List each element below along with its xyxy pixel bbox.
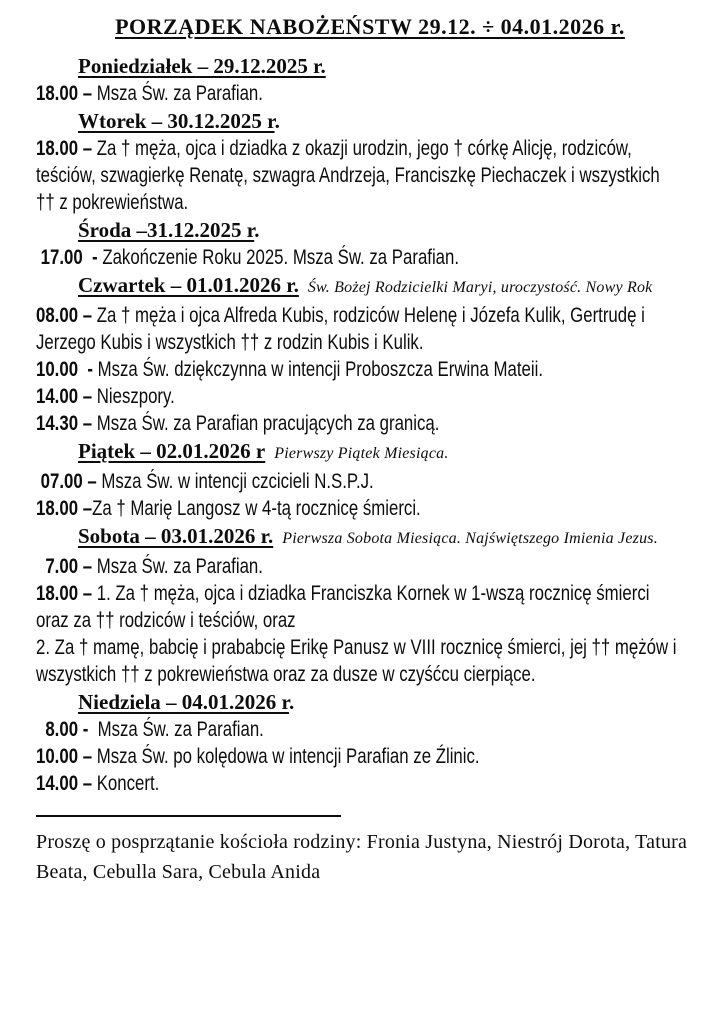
entry-time: 08.00 – [36,304,93,327]
entry-line: 18.00 – Msza Św. za Parafian. [36,82,263,105]
entry-line: 14.00 – Koncert. [36,772,160,795]
day-section [36,271,704,437]
day-header-label: Czwartek – 01.01.2026 r. [78,273,299,297]
mass-entry [36,80,704,107]
entry-line: 10.00 – Msza Św. po kolędowa w intencji Parafian ze Źlinic. [36,745,480,768]
day-section [36,52,704,107]
entry-time: 10.00 - [36,358,93,381]
day-header-label: Piątek – 02.01.2026 r [78,439,266,463]
day-header-label: Sobota – 03.01.2026 r. [78,524,274,548]
day-header-tail: . [288,690,295,714]
day-header [36,52,704,80]
mass-entry [36,135,704,216]
entry-line: wszystkich †† z pokrewieństwa oraz za dusze w czyśćcu cierpiące. [36,663,536,686]
entry-line: 14.30 – Msza Św. za Parafian pracujących za granicą. [36,412,440,435]
entry-time: 14.00 – [36,772,93,795]
entry-time: 10.00 – [36,745,93,768]
mass-entry [36,743,704,770]
day-note: Św. Bożej Rodzicielki Maryi, uroczystość. Nowy Rok [307,279,653,296]
day-header-label: Niedziela – 04.01.2026 r [78,690,289,714]
entry-time: 18.00 – [36,582,93,605]
mass-entry [36,580,704,688]
page-title: PORZĄDEK NABOŻEŃSTW 29.12. ÷ 04.01.2026 r. [115,14,625,39]
footer-text: Proszę o posprzątanie kościoła rodziny: Fronia Justyna, Niestrój Dorota, Tatura [36,831,688,853]
entry-time: 7.00 – [36,555,93,578]
mass-entry [36,410,704,437]
entry-line: 17.00 - Zakończenie Roku 2025. Msza Św. za Parafian. [36,246,460,269]
schedule [36,52,704,797]
entry-time: 8.00 - [36,718,89,741]
day-section [36,107,704,216]
entry-line: Jerzego Kubis i wszystkich †† z rodzin Kubis i Kulik. [36,331,424,354]
entry-line: 07.00 – Msza Św. w intencji czcicieli N.S.P.J. [36,470,374,493]
entry-time: 14.30 – [36,412,93,435]
day-header [36,522,704,553]
mass-entry [36,716,704,743]
day-section [36,437,704,522]
mass-entry [36,244,704,271]
entry-line: 08.00 – Za † męża i ojca Alfreda Kubis, rodziców Helenę i Józefa Kulik, Gertrudę i [36,304,645,327]
mass-entry [36,553,704,580]
entry-time: 18.00 – [36,497,93,520]
mass-entry [36,495,704,522]
day-header [36,271,704,302]
mass-entry [36,356,704,383]
entry-line: 10.00 - Msza Św. dziękczynna w intencji Proboszcza Erwina Mateii. [36,358,544,381]
mass-entry [36,468,704,495]
day-section [36,688,704,797]
day-header-label: Wtorek – 30.12.2025 r [78,109,275,133]
entry-line: 14.00 – Nieszpory. [36,385,175,408]
day-header-label: Środa –31.12.2025 r [78,218,255,242]
day-header [36,107,704,135]
day-header [36,216,704,244]
entry-line: 2. Za † mamę, babcię i prababcię Erikę Panusz w VIII rocznicę śmierci, jej †† mężów i [36,636,677,659]
entry-line: oraz za †† rodziców i teściów, oraz [36,609,296,632]
entry-time: 07.00 – [36,470,97,493]
entry-line: teściów, szwagierkę Renatę, szwagra Andrzeja, Franciszkę Piechaczek i wszystkich [36,164,660,187]
mass-entry [36,302,704,356]
entry-line: †† z pokrewieństwa. [36,191,189,214]
entry-line: 7.00 – Msza Św. za Parafian. [36,555,263,578]
day-note: Pierwszy Piątek Miesiąca. [274,445,449,462]
entry-time: 17.00 - [36,246,98,269]
entry-line: 8.00 - Msza Św. za Parafian. [36,718,264,741]
day-header-tail: . [254,218,260,242]
separator-line [36,815,341,817]
entry-time: 14.00 – [36,385,93,408]
day-header-label: Poniedziałek – 29.12.2025 r. [78,54,326,78]
mass-entry [36,383,704,410]
entry-time: 18.00 – [36,82,93,105]
entry-time: 18.00 – [36,137,93,160]
entry-line: 18.00 – Za † męża, ojca i dziadka z okazji urodzin, jego † córkę Alicję, rodziców, [36,137,632,160]
day-header [36,688,704,716]
day-header [36,437,704,468]
entry-line: 18.00 – 1. Za † męża, ojca i dziadka Franciszka Kornek w 1-wszą rocznicę śmierci [36,582,650,605]
day-note: Pierwsza Sobota Miesiąca. Najświętszego Imienia Jezus. [282,530,658,547]
day-section [36,216,704,271]
entry-line: 18.00 –Za † Marię Langosz w 4-tą rocznicę śmierci. [36,497,421,520]
day-section [36,522,704,688]
mass-entry [36,770,704,797]
footer-text: Beata, Cebulla Sara, Cebula Anida [36,861,321,883]
day-header-tail: . [274,109,280,133]
